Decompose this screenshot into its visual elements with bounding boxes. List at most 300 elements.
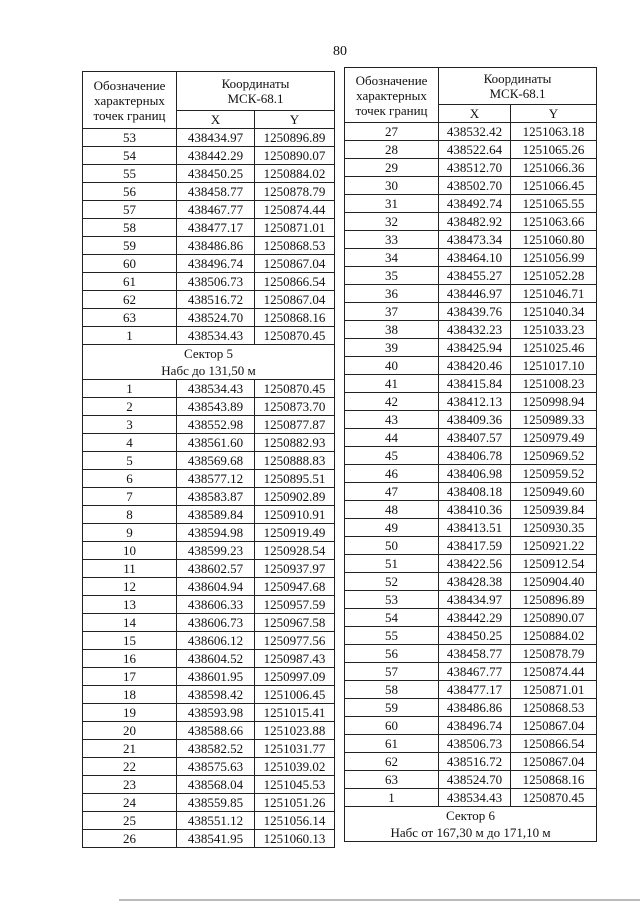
point-number: 34 — [345, 249, 439, 267]
x-coordinate: 438606.73 — [177, 614, 255, 632]
y-coordinate: 1250949.60 — [511, 483, 597, 501]
table-row — [345, 195, 597, 213]
sector-title: Сектор 5 — [183, 346, 233, 361]
table-row — [83, 632, 335, 650]
x-coordinate: 438408.18 — [439, 483, 511, 501]
y-coordinate: 1250867.04 — [255, 255, 335, 273]
x-coordinate: 438599.23 — [177, 542, 255, 560]
y-coordinate: 1250969.52 — [511, 447, 597, 465]
table-row — [83, 740, 335, 758]
x-coordinate: 438413.51 — [439, 519, 511, 537]
y-coordinate: 1250877.87 — [255, 416, 335, 434]
point-number: 32 — [345, 213, 439, 231]
table-row — [345, 609, 597, 627]
y-coordinate: 1251060.13 — [255, 830, 335, 848]
table-row — [345, 249, 597, 267]
x-coordinate: 438450.25 — [439, 627, 511, 645]
x-coordinate: 438601.95 — [177, 668, 255, 686]
table-row — [345, 501, 597, 519]
x-coordinate: 438532.42 — [439, 123, 511, 141]
y-coordinate: 1250896.89 — [511, 591, 597, 609]
y-coordinate: 1251052.28 — [511, 267, 597, 285]
x-coordinate: 438506.73 — [439, 735, 511, 753]
x-coordinate: 438602.57 — [177, 560, 255, 578]
x-coordinate: 438446.97 — [439, 285, 511, 303]
point-number: 18 — [83, 686, 177, 704]
y-coordinate: 1250967.58 — [255, 614, 335, 632]
point-number: 37 — [345, 303, 439, 321]
table-row — [83, 812, 335, 830]
table-row — [83, 380, 335, 398]
table-row — [83, 776, 335, 794]
y-coordinate: 1250921.22 — [511, 537, 597, 555]
x-coordinate: 438516.72 — [177, 291, 255, 309]
point-number: 14 — [83, 614, 177, 632]
x-coordinate: 438524.70 — [177, 309, 255, 327]
x-coordinate: 438467.77 — [177, 201, 255, 219]
x-coordinate: 438594.98 — [177, 524, 255, 542]
x-coordinate: 438455.27 — [439, 267, 511, 285]
table-row — [83, 704, 335, 722]
point-number: 29 — [345, 159, 439, 177]
table-row — [345, 321, 597, 339]
x-coordinate: 438496.74 — [439, 717, 511, 735]
x-coordinate: 438512.70 — [439, 159, 511, 177]
y-coordinate: 1250870.45 — [255, 327, 335, 345]
point-number: 5 — [83, 452, 177, 470]
table-row — [345, 411, 597, 429]
table-row — [83, 291, 335, 309]
x-coordinate: 438492.74 — [439, 195, 511, 213]
point-number: 63 — [83, 309, 177, 327]
point-number: 40 — [345, 357, 439, 375]
y-coordinate: 1250867.04 — [255, 291, 335, 309]
point-number: 12 — [83, 578, 177, 596]
y-coordinate: 1251063.66 — [511, 213, 597, 231]
point-number: 46 — [345, 465, 439, 483]
point-label-header: Обозначение характерных точек границ — [345, 68, 439, 123]
point-number: 11 — [83, 560, 177, 578]
page-number: 80 — [333, 44, 347, 59]
table-row — [345, 393, 597, 411]
y-coordinate: 1250874.44 — [255, 201, 335, 219]
x-coordinate: 438541.95 — [177, 830, 255, 848]
y-coordinate: 1250895.51 — [255, 470, 335, 488]
point-number: 4 — [83, 434, 177, 452]
y-coordinate: 1251006.45 — [255, 686, 335, 704]
y-coordinate: 1250870.45 — [511, 789, 597, 807]
y-coordinate: 1250904.40 — [511, 573, 597, 591]
table-row — [345, 447, 597, 465]
x-coordinate: 438582.52 — [177, 740, 255, 758]
point-number: 31 — [345, 195, 439, 213]
y-coordinate: 1250868.16 — [255, 309, 335, 327]
y-coordinate: 1250919.49 — [255, 524, 335, 542]
table-row — [345, 735, 597, 753]
y-coordinate: 1250868.53 — [255, 237, 335, 255]
point-number: 33 — [345, 231, 439, 249]
y-coordinate: 1250947.68 — [255, 578, 335, 596]
scan-edge — [119, 899, 640, 901]
x-coordinate: 438458.77 — [177, 183, 255, 201]
x-coordinate: 438534.43 — [177, 327, 255, 345]
y-coordinate: 1250937.97 — [255, 560, 335, 578]
y-coordinate: 1250866.54 — [511, 735, 597, 753]
sector-title: Сектор 6 — [445, 808, 495, 823]
point-number: 50 — [345, 537, 439, 555]
point-number: 21 — [83, 740, 177, 758]
table-row — [83, 470, 335, 488]
x-coordinate: 438604.94 — [177, 578, 255, 596]
x-coordinate: 438534.43 — [439, 789, 511, 807]
sector-height: Набс до 131,50 м — [161, 363, 256, 378]
table-row — [83, 398, 335, 416]
point-number: 51 — [345, 555, 439, 573]
table-row — [83, 219, 335, 237]
x-coordinate: 438473.34 — [439, 231, 511, 249]
y-coordinate: 1250874.44 — [511, 663, 597, 681]
x-coordinate: 438409.36 — [439, 411, 511, 429]
y-coordinate: 1251045.53 — [255, 776, 335, 794]
y-coordinate: 1250873.70 — [255, 398, 335, 416]
x-coordinate: 438606.33 — [177, 596, 255, 614]
table-row — [83, 147, 335, 165]
table-row — [345, 483, 597, 501]
table-row — [345, 357, 597, 375]
point-number: 19 — [83, 704, 177, 722]
y-coordinate: 1251031.77 — [255, 740, 335, 758]
x-coordinate: 438434.97 — [439, 591, 511, 609]
table-row — [345, 213, 597, 231]
y-coordinate: 1251033.23 — [511, 321, 597, 339]
x-coordinate: 438569.68 — [177, 452, 255, 470]
x-coordinate: 438524.70 — [439, 771, 511, 789]
table-row — [345, 753, 597, 771]
y-coordinate: 1251051.26 — [255, 794, 335, 812]
table-row — [83, 686, 335, 704]
point-number: 59 — [345, 699, 439, 717]
point-number: 53 — [345, 591, 439, 609]
y-coordinate: 1251040.34 — [511, 303, 597, 321]
x-coordinate: 438417.59 — [439, 537, 511, 555]
point-number: 17 — [83, 668, 177, 686]
coordinates-header: Координаты МСК-68.1 — [177, 72, 335, 111]
point-number: 27 — [345, 123, 439, 141]
point-number: 47 — [345, 483, 439, 501]
point-number: 1 — [345, 789, 439, 807]
point-number: 41 — [345, 375, 439, 393]
table-row — [83, 578, 335, 596]
table-row — [345, 141, 597, 159]
table-row — [83, 129, 335, 147]
table-row — [345, 159, 597, 177]
table-row — [83, 327, 335, 345]
point-number: 1 — [83, 380, 177, 398]
y-coordinate: 1250868.53 — [511, 699, 597, 717]
y-coordinate: 1250867.04 — [511, 717, 597, 735]
point-number: 56 — [345, 645, 439, 663]
point-number: 57 — [345, 663, 439, 681]
table-row — [83, 273, 335, 291]
point-number: 26 — [83, 830, 177, 848]
x-coordinate: 438588.66 — [177, 722, 255, 740]
x-coordinate: 438552.98 — [177, 416, 255, 434]
x-coordinate: 438583.87 — [177, 488, 255, 506]
x-header: X — [177, 111, 255, 129]
x-coordinate: 438577.12 — [177, 470, 255, 488]
point-number: 55 — [345, 627, 439, 645]
point-number: 54 — [83, 147, 177, 165]
x-coordinate: 438450.25 — [177, 165, 255, 183]
y-coordinate: 1250998.94 — [511, 393, 597, 411]
y-coordinate: 1251008.23 — [511, 375, 597, 393]
table-row — [83, 434, 335, 452]
x-coordinate: 438604.52 — [177, 650, 255, 668]
x-coordinate: 438410.36 — [439, 501, 511, 519]
table-row — [83, 183, 335, 201]
point-number: 20 — [83, 722, 177, 740]
y-coordinate: 1251039.02 — [255, 758, 335, 776]
x-coordinate: 438559.85 — [177, 794, 255, 812]
point-number: 10 — [83, 542, 177, 560]
table-row — [345, 555, 597, 573]
point-number: 38 — [345, 321, 439, 339]
x-coordinate: 438406.78 — [439, 447, 511, 465]
x-coordinate: 438486.86 — [439, 699, 511, 717]
coordinates-table-left — [82, 71, 335, 848]
x-coordinate: 438593.98 — [177, 704, 255, 722]
table-row — [345, 303, 597, 321]
x-coordinate: 438428.38 — [439, 573, 511, 591]
x-coordinate: 438415.84 — [439, 375, 511, 393]
y-coordinate: 1251066.36 — [511, 159, 597, 177]
table-row — [345, 591, 597, 609]
table-row — [83, 165, 335, 183]
y-coordinate: 1251025.46 — [511, 339, 597, 357]
table-row — [345, 627, 597, 645]
table-row — [83, 830, 335, 848]
table-row — [83, 255, 335, 273]
x-coordinate: 438432.23 — [439, 321, 511, 339]
x-coordinate: 438516.72 — [439, 753, 511, 771]
x-coordinate: 438482.92 — [439, 213, 511, 231]
table-row — [83, 722, 335, 740]
y-coordinate: 1250987.43 — [255, 650, 335, 668]
point-number: 49 — [345, 519, 439, 537]
point-number: 43 — [345, 411, 439, 429]
point-number: 59 — [83, 237, 177, 255]
sector-caption — [345, 807, 597, 842]
x-coordinate: 438407.57 — [439, 429, 511, 447]
y-coordinate: 1250930.35 — [511, 519, 597, 537]
point-number: 24 — [83, 794, 177, 812]
table-row — [345, 285, 597, 303]
point-number: 1 — [83, 327, 177, 345]
table-row — [83, 794, 335, 812]
sector-row — [345, 807, 597, 842]
x-coordinate: 438477.17 — [177, 219, 255, 237]
coordinates-table-right — [344, 67, 597, 842]
table-row — [345, 717, 597, 735]
point-number: 60 — [83, 255, 177, 273]
x-coordinate: 438575.63 — [177, 758, 255, 776]
table-row — [345, 519, 597, 537]
table-row — [345, 339, 597, 357]
point-number: 23 — [83, 776, 177, 794]
sector-row — [83, 345, 335, 380]
table-row — [83, 560, 335, 578]
table-row — [345, 465, 597, 483]
point-number: 2 — [83, 398, 177, 416]
table-row — [345, 123, 597, 141]
point-number: 58 — [83, 219, 177, 237]
point-number: 61 — [83, 273, 177, 291]
y-coordinate: 1251056.99 — [511, 249, 597, 267]
y-coordinate: 1250871.01 — [511, 681, 597, 699]
point-number: 6 — [83, 470, 177, 488]
table-row — [83, 614, 335, 632]
point-number: 44 — [345, 429, 439, 447]
y-coordinate: 1250959.52 — [511, 465, 597, 483]
x-coordinate: 438543.89 — [177, 398, 255, 416]
point-number: 54 — [345, 609, 439, 627]
point-number: 7 — [83, 488, 177, 506]
point-number: 62 — [83, 291, 177, 309]
point-number: 61 — [345, 735, 439, 753]
table-row — [83, 309, 335, 327]
point-number: 36 — [345, 285, 439, 303]
sector-caption — [83, 345, 335, 380]
point-number: 45 — [345, 447, 439, 465]
y-coordinate: 1250902.89 — [255, 488, 335, 506]
y-coordinate: 1250890.07 — [511, 609, 597, 627]
point-number: 30 — [345, 177, 439, 195]
table-row — [345, 375, 597, 393]
y-coordinate: 1250979.49 — [511, 429, 597, 447]
x-coordinate: 438412.13 — [439, 393, 511, 411]
point-number: 15 — [83, 632, 177, 650]
point-number: 8 — [83, 506, 177, 524]
y-coordinate: 1250866.54 — [255, 273, 335, 291]
table-row — [345, 429, 597, 447]
x-coordinate: 438506.73 — [177, 273, 255, 291]
point-number: 55 — [83, 165, 177, 183]
table-row — [345, 771, 597, 789]
table-row — [83, 758, 335, 776]
y-coordinate: 1250871.01 — [255, 219, 335, 237]
y-coordinate: 1250884.02 — [511, 627, 597, 645]
x-coordinate: 438442.29 — [177, 147, 255, 165]
point-number: 58 — [345, 681, 439, 699]
x-coordinate: 438496.74 — [177, 255, 255, 273]
y-coordinate: 1250888.83 — [255, 452, 335, 470]
table-row — [83, 416, 335, 434]
x-coordinate: 438486.86 — [177, 237, 255, 255]
table-row — [83, 542, 335, 560]
y-header: Y — [511, 105, 597, 123]
x-coordinate: 438422.56 — [439, 555, 511, 573]
point-number: 25 — [83, 812, 177, 830]
y-coordinate: 1251017.10 — [511, 357, 597, 375]
point-number: 22 — [83, 758, 177, 776]
y-coordinate: 1250957.59 — [255, 596, 335, 614]
x-coordinate: 438467.77 — [439, 663, 511, 681]
x-coordinate: 438439.76 — [439, 303, 511, 321]
table-row — [83, 488, 335, 506]
table-row — [345, 573, 597, 591]
point-number: 53 — [83, 129, 177, 147]
x-coordinate: 438589.84 — [177, 506, 255, 524]
table-row — [83, 650, 335, 668]
y-coordinate: 1251066.45 — [511, 177, 597, 195]
x-coordinate: 438534.43 — [177, 380, 255, 398]
x-coordinate: 438442.29 — [439, 609, 511, 627]
y-coordinate: 1250939.84 — [511, 501, 597, 519]
table-row — [345, 267, 597, 285]
y-coordinate: 1250882.93 — [255, 434, 335, 452]
point-number: 60 — [345, 717, 439, 735]
point-number: 28 — [345, 141, 439, 159]
y-coordinate: 1250912.54 — [511, 555, 597, 573]
y-coordinate: 1251065.26 — [511, 141, 597, 159]
y-coordinate: 1250910.91 — [255, 506, 335, 524]
y-coordinate: 1251063.18 — [511, 123, 597, 141]
x-coordinate: 438425.94 — [439, 339, 511, 357]
y-coordinate: 1251065.55 — [511, 195, 597, 213]
point-number: 42 — [345, 393, 439, 411]
y-coordinate: 1250989.33 — [511, 411, 597, 429]
y-coordinate: 1251056.14 — [255, 812, 335, 830]
table-row — [83, 524, 335, 542]
table-row — [345, 789, 597, 807]
point-number: 9 — [83, 524, 177, 542]
y-coordinate: 1250890.07 — [255, 147, 335, 165]
y-coordinate: 1251015.41 — [255, 704, 335, 722]
table-row — [345, 177, 597, 195]
table-row — [83, 452, 335, 470]
y-coordinate: 1251060.80 — [511, 231, 597, 249]
y-coordinate: 1250878.79 — [255, 183, 335, 201]
x-coordinate: 438420.46 — [439, 357, 511, 375]
y-coordinate: 1251046.71 — [511, 285, 597, 303]
x-header: X — [439, 105, 511, 123]
table-row — [345, 663, 597, 681]
y-coordinate: 1250870.45 — [255, 380, 335, 398]
y-coordinate: 1251023.88 — [255, 722, 335, 740]
x-coordinate: 438464.10 — [439, 249, 511, 267]
y-coordinate: 1250867.04 — [511, 753, 597, 771]
x-coordinate: 438502.70 — [439, 177, 511, 195]
table-row — [345, 537, 597, 555]
table-row — [83, 506, 335, 524]
point-number: 13 — [83, 596, 177, 614]
y-coordinate: 1250878.79 — [511, 645, 597, 663]
sector-height: Набс от 167,30 м до 171,10 м — [390, 825, 551, 840]
x-coordinate: 438434.97 — [177, 129, 255, 147]
y-coordinate: 1250884.02 — [255, 165, 335, 183]
point-number: 56 — [83, 183, 177, 201]
point-number: 35 — [345, 267, 439, 285]
table-row — [345, 231, 597, 249]
y-coordinate: 1250896.89 — [255, 129, 335, 147]
table-row — [83, 237, 335, 255]
x-coordinate: 438522.64 — [439, 141, 511, 159]
point-number: 16 — [83, 650, 177, 668]
x-coordinate: 438406.98 — [439, 465, 511, 483]
x-coordinate: 438568.04 — [177, 776, 255, 794]
x-coordinate: 438458.77 — [439, 645, 511, 663]
point-number: 52 — [345, 573, 439, 591]
